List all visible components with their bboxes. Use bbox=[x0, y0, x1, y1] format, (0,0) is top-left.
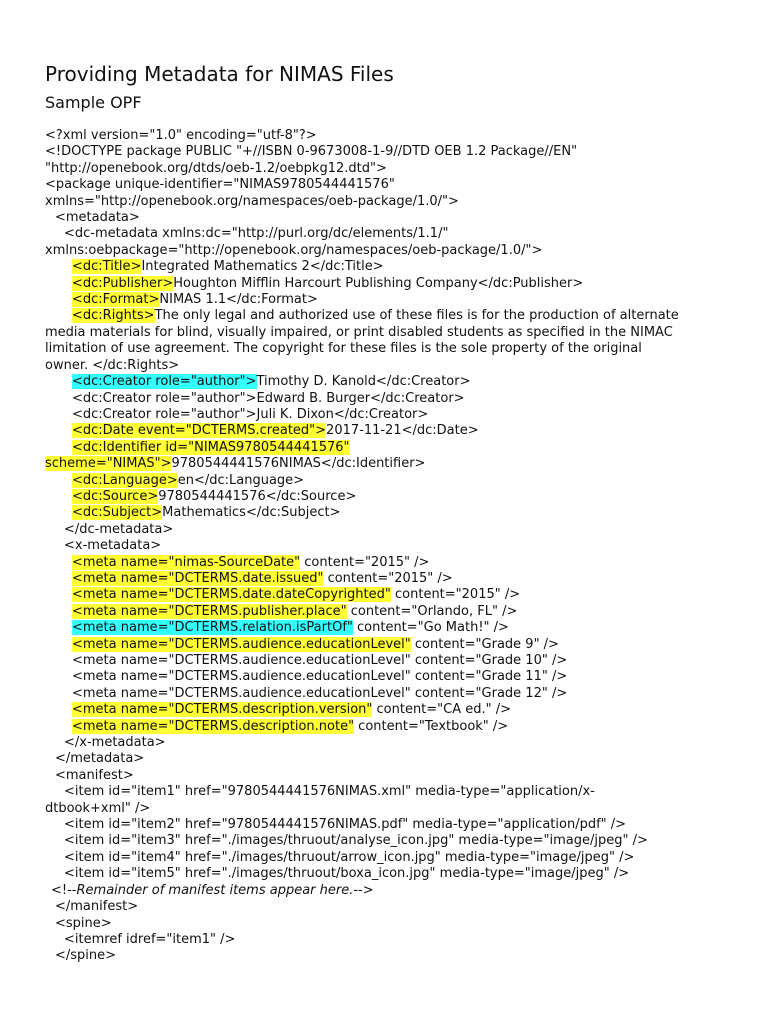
code-segment: en</dc:Language> bbox=[177, 472, 305, 488]
code-line bbox=[45, 423, 735, 439]
highlighted-code-segment: <dc:Language> bbox=[72, 472, 178, 488]
code-line bbox=[45, 210, 735, 226]
highlighted-code-segment: scheme="NIMAS"> bbox=[45, 456, 172, 472]
code-line bbox=[45, 702, 735, 718]
code-segment: </spine> bbox=[55, 948, 117, 964]
code-line bbox=[45, 407, 735, 423]
code-line bbox=[45, 555, 735, 571]
code-segment: <package unique-identifier="NIMAS9780544441576" bbox=[45, 177, 395, 193]
code-segment: <!DOCTYPE package PUBLIC "+//ISBN 0-9673008-1-9//DTD OEB 1.2 Package//EN" bbox=[45, 144, 578, 160]
highlighted-code-segment: <dc:Subject> bbox=[72, 505, 163, 521]
code-segment: media materials for blind, visually impaired, or print disabled students as specified in the NIMAC bbox=[45, 324, 673, 340]
code-segment: </dc-metadata> bbox=[64, 521, 174, 537]
code-line bbox=[45, 456, 735, 472]
code-line bbox=[45, 604, 735, 620]
code-segment: <meta name="DCTERMS.audience.educationLevel" content="Grade 11" /> bbox=[72, 669, 568, 685]
code-segment: </manifest> bbox=[55, 899, 139, 915]
highlighted-code-segment: <dc:Title> bbox=[72, 259, 142, 275]
code-segment: content="2015" /> bbox=[323, 570, 453, 586]
code-segment: <meta name="DCTERMS.audience.educationLevel" content="Grade 10" /> bbox=[72, 653, 568, 668]
code-segment: The only legal and authorized use of these files is for the production of alternate bbox=[154, 308, 679, 324]
highlighted-code-segment: <meta name="DCTERMS.date.issued" bbox=[72, 570, 324, 586]
code-line bbox=[45, 817, 735, 833]
code-segment: <spine> bbox=[55, 915, 112, 931]
code-line bbox=[45, 243, 735, 259]
highlighted-code-segment: <dc:Format> bbox=[72, 292, 160, 308]
code-segment: "http://openebook.org/dtds/oeb-1.2/oebpkg12.dtd"> bbox=[45, 160, 387, 176]
highlighted-code-segment: <dc:Date event="DCTERMS.created"> bbox=[72, 423, 327, 439]
code-segment: <dc:Creator role="author">Edward B. Burger</dc:Creator> bbox=[72, 390, 465, 406]
code-segment: dtbook+xml" /> bbox=[45, 800, 151, 816]
code-line bbox=[45, 735, 735, 751]
highlighted-code-segment: <dc:Rights> bbox=[72, 308, 155, 324]
code-segment: <item id="item3" href="./images/thruout/analyse_icon.jpg" media-type="image/jpeg" /> bbox=[64, 833, 648, 849]
code-segment: Timothy D. Kanold</dc:Creator> bbox=[256, 374, 471, 390]
code-segment: <dc:Creator role="author">Juli K. Dixon</dc:Creator> bbox=[72, 406, 429, 422]
code-segment: Remainder of manifest items appear here. bbox=[76, 882, 354, 898]
code-line bbox=[45, 325, 735, 341]
code-line bbox=[45, 440, 735, 456]
code-line bbox=[45, 522, 735, 538]
highlighted-code-segment: <meta name="DCTERMS.date.dateCopyrighted" bbox=[72, 587, 391, 603]
code-segment: 9780544441576NIMAS</dc:Identifier> bbox=[171, 456, 426, 472]
code-line bbox=[45, 473, 735, 489]
code-segment: <!-- bbox=[51, 882, 77, 898]
code-line bbox=[45, 768, 735, 784]
page-title: Providing Metadata for NIMAS Files bbox=[45, 62, 394, 86]
highlighted-code-segment: <dc:Creator role="author"> bbox=[72, 374, 257, 390]
code-line bbox=[45, 899, 735, 915]
code-line bbox=[45, 276, 735, 292]
code-segment: content="Textbook" /> bbox=[354, 718, 509, 734]
code-segment: 9780544441576</dc:Source> bbox=[158, 488, 357, 504]
code-line bbox=[45, 571, 735, 587]
code-segment: <item id="item2" href="9780544441576NIMAS.pdf" media-type="application/pdf" /> bbox=[64, 817, 627, 833]
code-line bbox=[45, 259, 735, 275]
page-subtitle: Sample OPF bbox=[45, 93, 142, 112]
code-line bbox=[45, 538, 735, 554]
code-segment: Mathematics</dc:Subject> bbox=[162, 505, 341, 521]
code-line bbox=[45, 751, 735, 767]
code-line bbox=[45, 161, 735, 177]
highlighted-code-segment: <meta name="DCTERMS.description.note" bbox=[72, 718, 355, 734]
code-segment: <manifest> bbox=[55, 767, 134, 783]
code-line bbox=[45, 850, 735, 866]
code-segment: content="2015" /> bbox=[300, 554, 430, 570]
code-line bbox=[45, 226, 735, 242]
code-line bbox=[45, 637, 735, 653]
highlighted-code-segment: <meta name="DCTERMS.relation.isPartOf" bbox=[72, 620, 353, 636]
code-segment: --> bbox=[353, 882, 374, 898]
code-segment: xmlns="http://openebook.org/namespaces/oeb-package/1.0/"> bbox=[45, 193, 459, 209]
code-segment: Integrated Mathematics 2</dc:Title> bbox=[141, 259, 384, 275]
code-segment: <meta name="DCTERMS.audience.educationLevel" content="Grade 12" /> bbox=[72, 685, 568, 701]
code-segment: <?xml version="1.0" encoding="utf-8"?> bbox=[45, 128, 317, 143]
code-line bbox=[45, 866, 735, 882]
code-segment: <item id="item5" href="./images/thruout/boxa_icon.jpg" media-type="image/jpeg" /> bbox=[64, 866, 630, 882]
code-line bbox=[45, 144, 735, 160]
code-line bbox=[45, 177, 735, 193]
code-segment: content="CA ed." /> bbox=[372, 702, 512, 718]
code-segment: content="Go Math!" /> bbox=[352, 620, 509, 636]
code-line bbox=[45, 391, 735, 407]
highlighted-code-segment: <dc:Identifier id="NIMAS9780544441576" bbox=[72, 439, 350, 455]
code-segment: owner. </dc:Rights> bbox=[45, 357, 180, 373]
opf-code-block bbox=[45, 128, 735, 965]
code-line bbox=[45, 916, 735, 932]
code-line bbox=[45, 505, 735, 521]
code-segment: NIMAS 1.1</dc:Format> bbox=[159, 292, 318, 308]
code-segment: <item id="item1" href="9780544441576NIMAS.xml" media-type="application/x- bbox=[64, 784, 595, 800]
document-page bbox=[45, 60, 735, 965]
code-segment: content="Orlando, FL" /> bbox=[346, 603, 518, 619]
code-line bbox=[45, 948, 735, 964]
code-segment: Houghton Mifflin Harcourt Publishing Company</dc:Publisher> bbox=[173, 275, 584, 291]
highlighted-code-segment: <meta name="DCTERMS.publisher.place" bbox=[72, 603, 347, 619]
code-segment: limitation of use agreement. The copyright for these files is the sole property of the original bbox=[45, 341, 642, 357]
code-line bbox=[45, 669, 735, 685]
code-line bbox=[45, 784, 735, 800]
highlighted-code-segment: <dc:Source> bbox=[72, 488, 159, 504]
code-line bbox=[45, 883, 735, 899]
code-line bbox=[45, 341, 735, 357]
highlighted-code-segment: <meta name="DCTERMS.description.version" bbox=[72, 702, 373, 718]
code-line bbox=[45, 932, 735, 948]
code-segment: <x-metadata> bbox=[64, 538, 162, 554]
code-line bbox=[45, 308, 735, 324]
highlighted-code-segment: <meta name="nimas-SourceDate" bbox=[72, 554, 301, 570]
code-line bbox=[45, 489, 735, 505]
highlighted-code-segment: <dc:Publisher> bbox=[72, 275, 174, 291]
code-line bbox=[45, 587, 735, 603]
code-segment: content="2015" /> bbox=[390, 587, 521, 603]
code-segment: <itemref idref="item1" /> bbox=[64, 931, 236, 947]
code-line bbox=[45, 194, 735, 210]
code-line bbox=[45, 374, 735, 390]
code-segment: xmlns:oebpackage="http://openebook.org/namespaces/oeb-package/1.0/"> bbox=[45, 242, 543, 258]
code-line bbox=[45, 801, 735, 817]
code-line bbox=[45, 719, 735, 735]
code-line bbox=[45, 620, 735, 636]
code-line bbox=[45, 292, 735, 308]
code-line bbox=[45, 686, 735, 702]
code-line bbox=[45, 358, 735, 374]
code-segment: </x-metadata> bbox=[64, 735, 166, 751]
code-line bbox=[45, 653, 735, 669]
code-line bbox=[45, 128, 735, 144]
code-segment: 2017-11-21</dc:Date> bbox=[326, 423, 479, 439]
code-segment: <dc-metadata xmlns:dc="http://purl.org/dc/elements/1.1/" bbox=[64, 226, 449, 242]
code-segment: content="Grade 9" /> bbox=[410, 636, 559, 652]
highlighted-code-segment: <meta name="DCTERMS.audience.educationLevel" bbox=[72, 636, 411, 652]
code-line bbox=[45, 833, 735, 849]
code-segment: <metadata> bbox=[55, 210, 140, 226]
code-segment: </metadata> bbox=[55, 751, 145, 767]
code-segment: <item id="item4" href="./images/thruout/arrow_icon.jpg" media-type="image/jpeg" /> bbox=[64, 849, 635, 865]
